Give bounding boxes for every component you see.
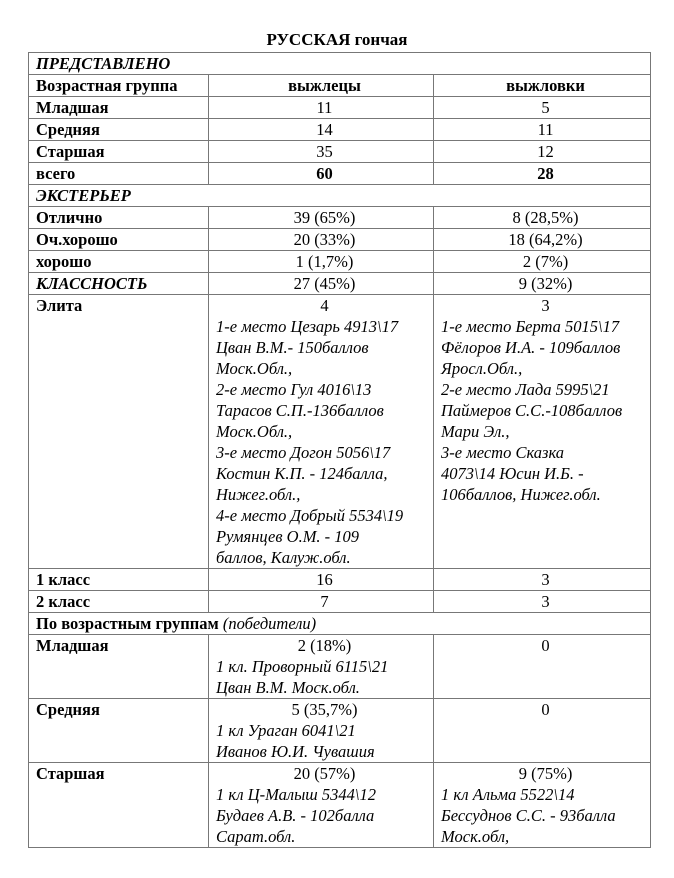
elite-males-list [216,316,433,568]
males-value: 35 [209,141,434,163]
detail-line: 4073\14 Юсин И.Б. - [441,464,584,483]
males-value: 7 [209,591,434,613]
section-class-heading: КЛАССНОСТЬ [29,273,209,295]
females-value: 12 [434,141,651,163]
row-label: Младшая [29,635,209,699]
detail-line: 3-е место Сказка [441,443,565,462]
detail-line: Костин К.П. - 124балла, [216,464,388,483]
detail-line: Бессуднов С.С. - 93балла [441,806,616,825]
detail-line: Нижег.обл., [216,485,301,504]
column-header-group: Возрастная группа [29,75,209,97]
elite-males-cell [209,295,434,569]
females-total: 28 [434,163,651,185]
section-presented-heading: ПРЕДСТАВЛЕНО [29,53,651,75]
detail-line: Паймеров С.С.-108баллов [441,401,623,420]
detail-line: Цван В.М. Моск.обл. [216,678,360,697]
elite-males-count: 4 [320,296,329,315]
males-value: 39 (65%) [209,207,434,229]
detail-line: 1 кл Ураган 6041\21 [216,721,356,740]
row-label: Средняя [29,119,209,141]
age-winner-row [29,763,651,848]
section-presented-row [29,53,651,75]
by-age-label: По возрастным группам [36,614,219,633]
detail-line: 4-е место Добрый 5534\19 [216,506,404,525]
detail-line: 3-е место Догон 5056\17 [216,443,391,462]
table-row [29,229,651,251]
detail-line: Румянцев О.М. - 109 [216,527,360,546]
elite-females-count: 3 [541,296,550,315]
females-value: 3 [434,569,651,591]
row-label: Элита [29,295,209,569]
detail-line: Моск.Обл., [216,422,293,441]
detail-line: 1 кл Альма 5522\14 [441,785,575,804]
females-value: 11 [434,119,651,141]
table-row [29,591,651,613]
detail-line: Мари Эл., [441,422,510,441]
detail-line: Моск.обл, [441,827,510,846]
males-winner-list [216,720,433,762]
detail-line: 1 кл Ц-Малыш 5344\12 [216,785,376,804]
row-label: Средняя [29,699,209,763]
males-winner-cell [209,763,434,848]
row-label: Старшая [29,763,209,848]
table-row [29,141,651,163]
females-value: 3 [434,591,651,613]
section-by-age-row [29,613,651,635]
detail-line: Иванов Ю.И. Чувашия [216,742,375,761]
males-total: 60 [209,163,434,185]
males-winner-count: 20 (57%) [293,764,356,783]
detail-line: Тарасов С.П.-136баллов [216,401,384,420]
detail-line: 2-е место Лада 5995\21 [441,380,610,399]
females-winner-count: 9 (75%) [518,764,573,783]
males-value: 20 (33%) [209,229,434,251]
males-winner-cell [209,635,434,699]
males-winner-count: 5 (35,7%) [291,700,358,719]
elite-row [29,295,651,569]
detail-line: 2-е место Гул 4016\13 [216,380,372,399]
class-total-row [29,273,651,295]
row-label: 2 класс [29,591,209,613]
section-by-age-heading [29,613,651,635]
detail-line: Фёлоров И.А. - 109баллов [441,338,621,357]
females-winner-count: 0 [541,636,550,655]
females-winner-cell [434,635,651,699]
detail-line: 1 кл. Проворный 6115\21 [216,657,389,676]
row-label: всего [29,163,209,185]
row-label: хорошо [29,251,209,273]
males-winner-list [216,656,433,698]
detail-line: баллов, Калуж.обл. [216,548,351,567]
table-row [29,119,651,141]
males-class-total: 27 (45%) [209,273,434,295]
females-winner-list [441,784,650,847]
section-exterior-heading: ЭКСТЕРЬЕР [29,185,651,207]
total-row [29,163,651,185]
document-title: РУССКАЯ гончая [266,30,408,49]
detail-line: Будаев А.В. - 102балла [216,806,375,825]
table-row [29,569,651,591]
males-value: 14 [209,119,434,141]
results-table [28,52,651,848]
females-winner-cell [434,763,651,848]
detail-line: 1-е место Берта 5015\17 [441,317,620,336]
males-winner-count: 2 (18%) [297,636,352,655]
detail-line: Яросл.Обл., [441,359,523,378]
detail-line: Моск.Обл., [216,359,293,378]
females-winner-count: 0 [541,700,550,719]
detail-line: 106баллов, Нижег.обл. [441,485,601,504]
females-winner-cell [434,699,651,763]
males-value: 11 [209,97,434,119]
section-exterior-row [29,185,651,207]
detail-line: Цван В.М.- 150баллов [216,338,369,357]
females-value: 5 [434,97,651,119]
column-header-row [29,75,651,97]
table-row [29,251,651,273]
females-class-total: 9 (32%) [434,273,651,295]
males-winner-list [216,784,433,847]
by-age-note: (победители) [222,614,317,633]
row-label: Старшая [29,141,209,163]
females-value: 8 (28,5%) [434,207,651,229]
row-label: Отлично [29,207,209,229]
females-value: 2 (7%) [434,251,651,273]
row-label: Оч.хорошо [29,229,209,251]
elite-females-cell [434,295,651,569]
detail-line: Сарат.обл. [216,827,296,846]
elite-females-list [441,316,650,505]
detail-line: 1-е место Цезарь 4913\17 [216,317,399,336]
column-header-males: выжлецы [209,75,434,97]
row-label: 1 класс [29,569,209,591]
age-winner-row [29,699,651,763]
males-value: 16 [209,569,434,591]
table-row [29,207,651,229]
females-value: 18 (64,2%) [434,229,651,251]
row-label: Младшая [29,97,209,119]
males-value: 1 (1,7%) [209,251,434,273]
males-winner-cell [209,699,434,763]
column-header-females: выжловки [434,75,651,97]
age-winner-row [29,635,651,699]
table-row [29,97,651,119]
